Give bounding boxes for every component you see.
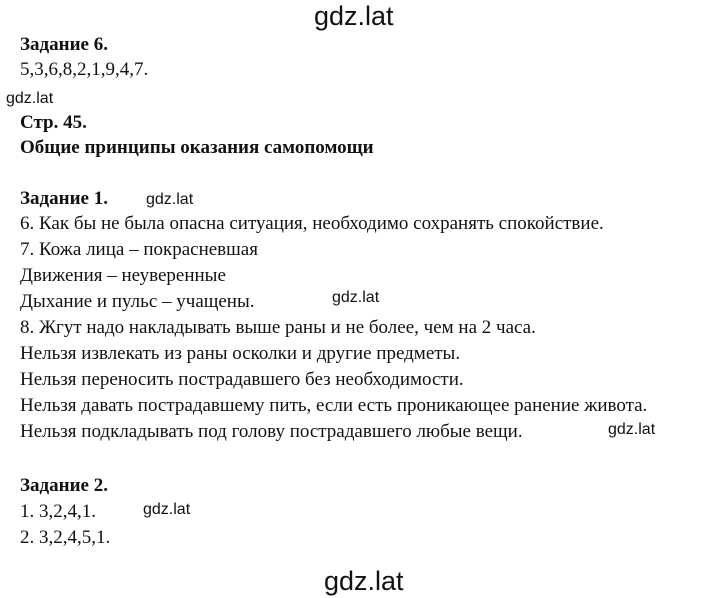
watermark-bottom: gdz.lat — [324, 566, 404, 596]
page-label: Стр. 45. — [20, 112, 87, 133]
watermark-top: gdz.lat — [314, 1, 394, 31]
watermark-pulse: gdz.lat — [332, 289, 380, 306]
watermark-task1: gdz.lat — [146, 191, 194, 208]
task2-title: Задание 2. — [20, 475, 108, 496]
task1-line: Дыхание и пульс – учащены. — [20, 291, 255, 312]
prev-task-title: Задание 6. — [20, 34, 108, 55]
task2-line: 2. 3,2,4,5,1. — [20, 527, 111, 548]
topic-heading: Общие принципы оказания самопомощи — [20, 137, 374, 158]
prev-task-answer: 5,3,6,8,2,1,9,4,7. — [20, 59, 149, 80]
watermark-right: gdz.lat — [608, 421, 656, 438]
task1-line: 7. Кожа лица – покрасневшая — [20, 239, 258, 260]
task1-line: Нельзя давать пострадавшему пить, если есть проникающее ранение живота. — [20, 395, 648, 416]
task1-line: 6. Как бы не была опасна ситуация, необходимо сохранять спокойствие. — [20, 213, 604, 234]
task1-line: Движения – неуверенные — [20, 265, 226, 286]
task1-line: Нельзя переносить пострадавшего без необходимости. — [20, 369, 464, 390]
task1-title: Задание 1. — [20, 188, 108, 209]
task2-line: 1. 3,2,4,1. — [20, 501, 96, 522]
watermark-task2: gdz.lat — [143, 501, 191, 518]
task1-line: Нельзя подкладывать под голову пострадавшего любые вещи. — [20, 421, 523, 442]
task1-line: Нельзя извлекать из раны осколки и другие предметы. — [20, 343, 461, 364]
watermark-left: gdz.lat — [6, 90, 54, 107]
task1-line: 8. Жгут надо накладывать выше раны и не более, чем на 2 часа. — [20, 317, 536, 338]
